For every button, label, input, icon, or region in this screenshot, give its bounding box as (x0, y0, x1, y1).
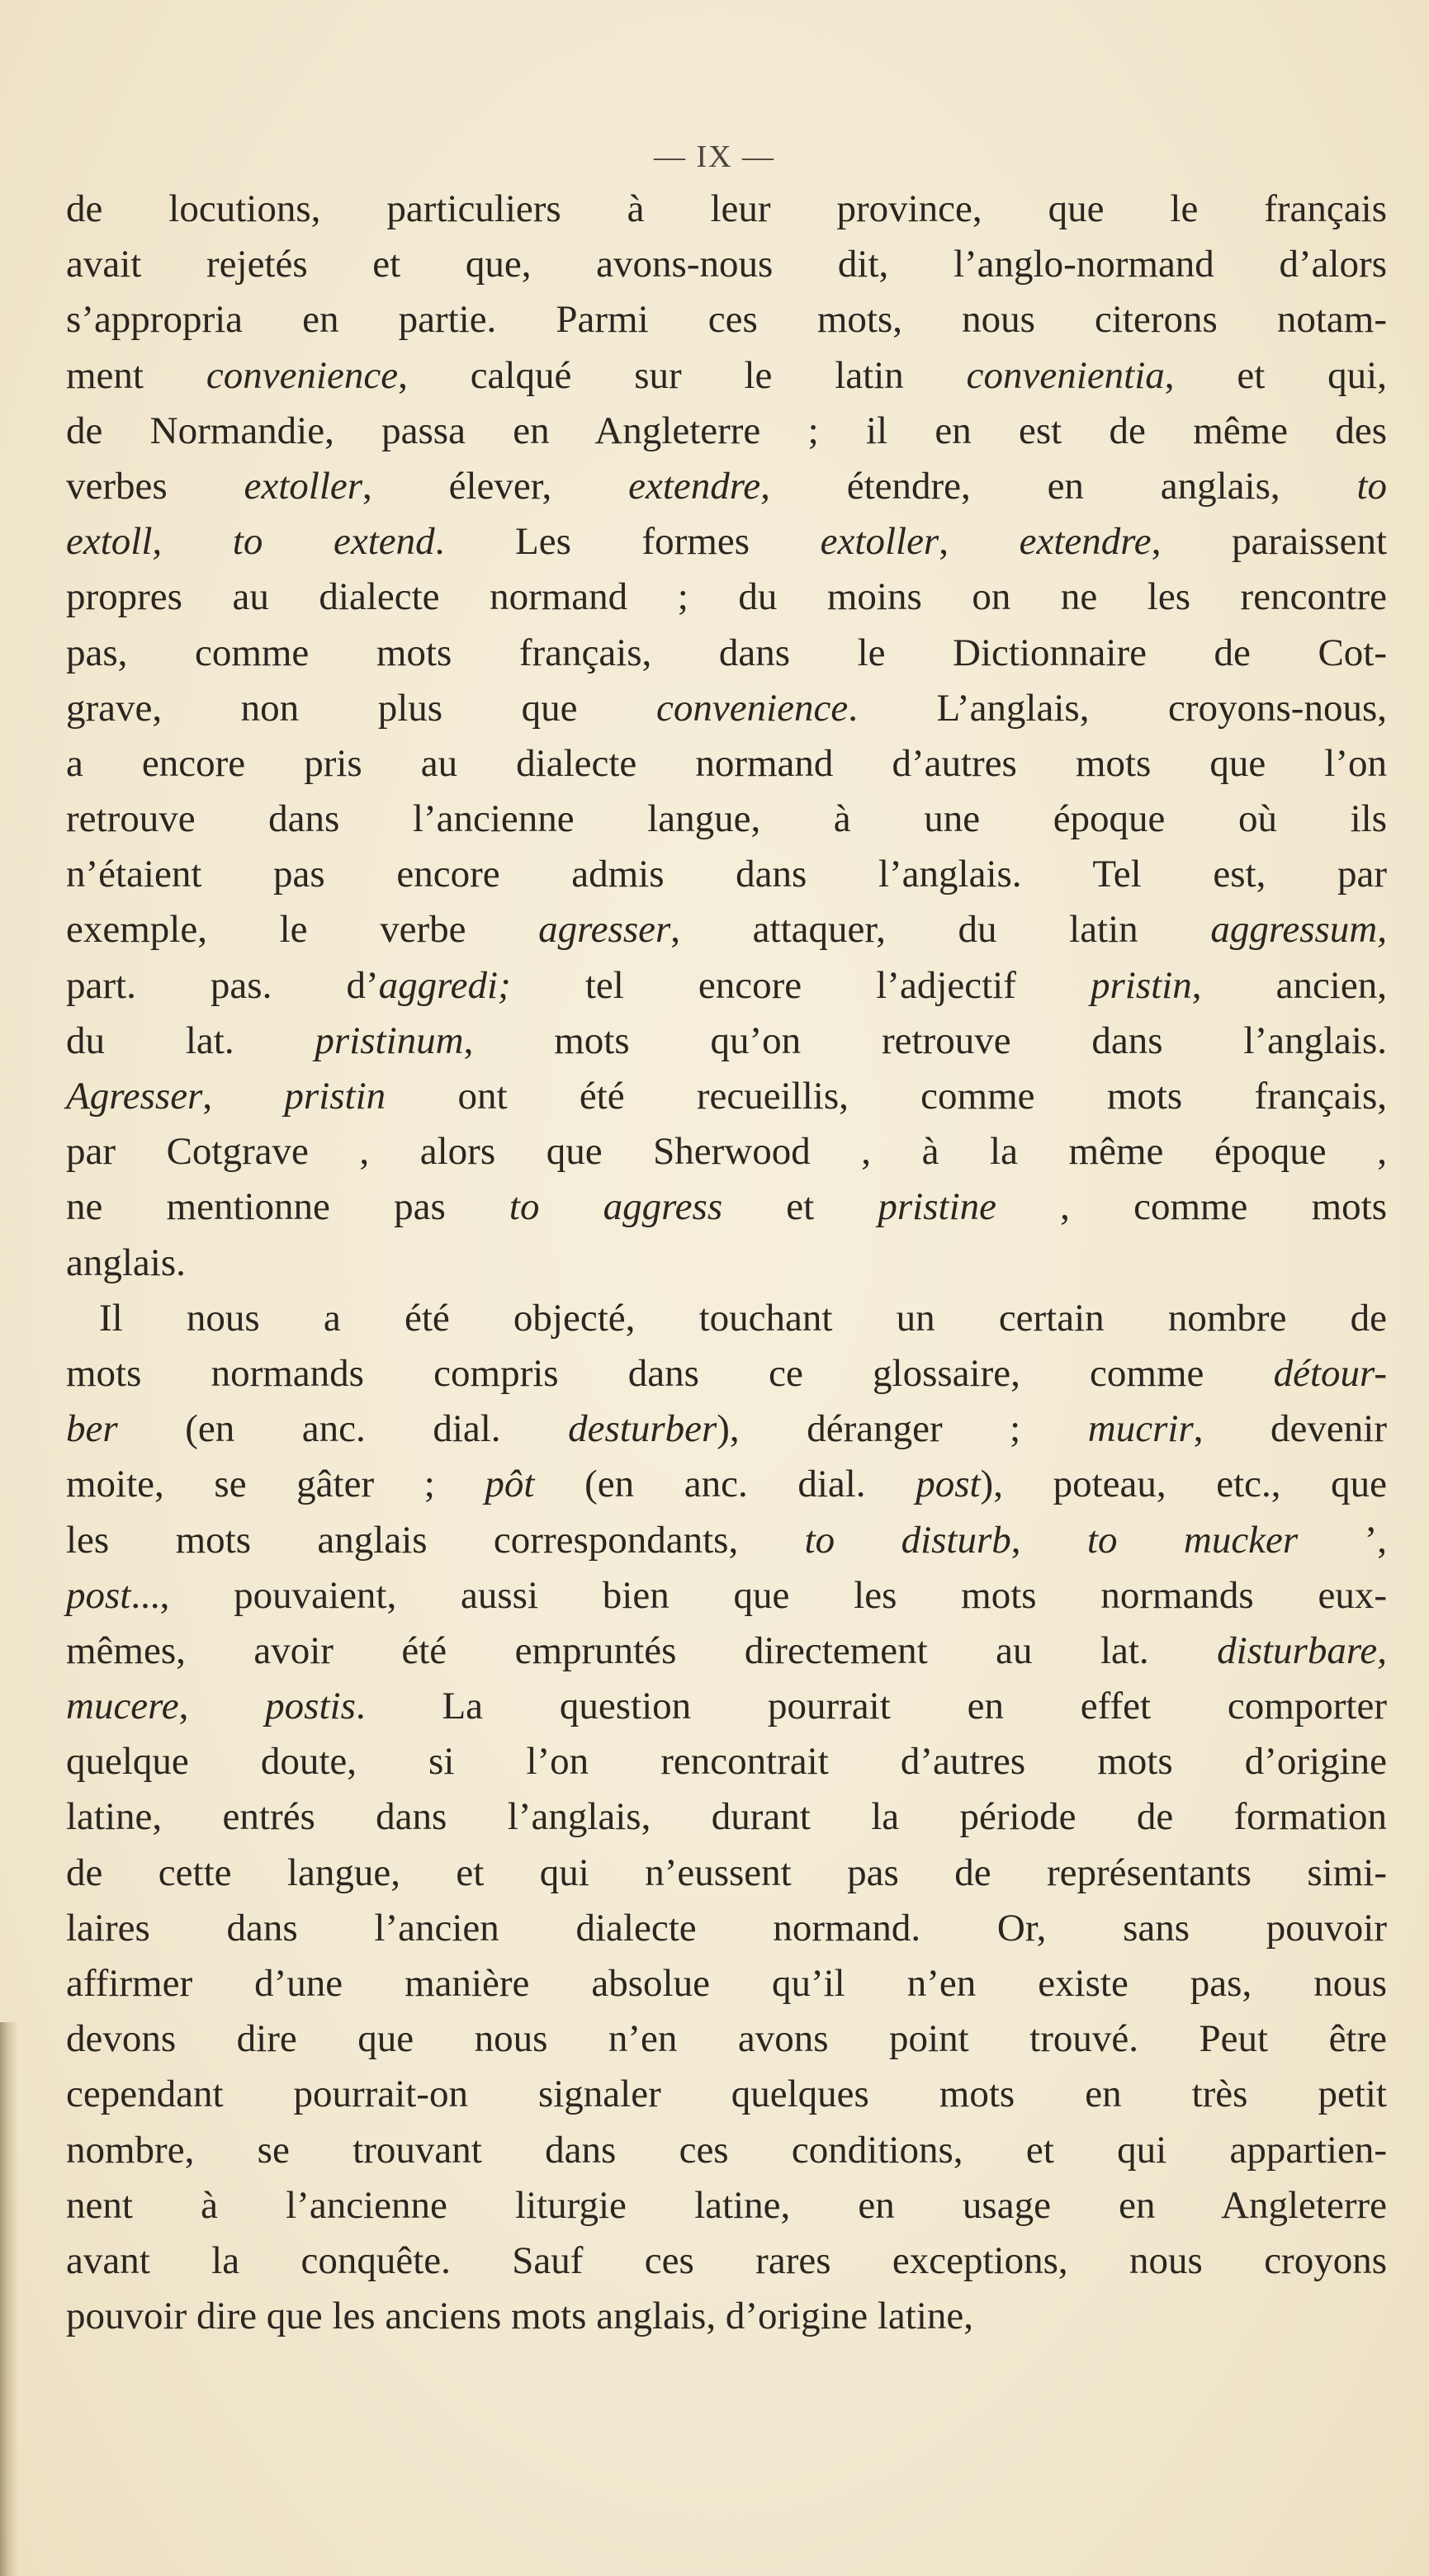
text-line (66, 1069, 1387, 1124)
italic-term: pristin (284, 1075, 386, 1118)
text-line (66, 1679, 1387, 1734)
text-segment: mêmes, avoir été empruntés directement au lat. (66, 1628, 1218, 1672)
italic-term: ber (66, 1407, 118, 1451)
page-number: — IX — (653, 139, 776, 174)
text-line (66, 736, 1387, 792)
text-segment: et (722, 1185, 878, 1229)
text-segment: grave, non plus que (66, 686, 656, 730)
text-line (66, 2289, 1387, 2344)
italic-term: desturber (568, 1407, 717, 1451)
text-line (66, 570, 1387, 625)
text-segment: devons dire que nous n’en avons point trouvé. Peut être (66, 2017, 1387, 2061)
text-line (66, 1346, 1387, 1401)
text-line (66, 1568, 1387, 1624)
italic-term: pôt (485, 1463, 535, 1506)
italic-term: pristine (878, 1185, 996, 1229)
text-line (66, 626, 1387, 681)
text-line (66, 2123, 1387, 2178)
body-text (66, 182, 1387, 2344)
text-line (66, 237, 1387, 292)
text-line (66, 1901, 1387, 1956)
italic-term: postis (265, 1685, 356, 1728)
page-edge-shadow (0, 2022, 18, 2576)
text-segment: verbes (66, 464, 244, 508)
text-segment: n’étaient pas encore admis dans l’anglais. Tel est, par (66, 853, 1387, 896)
text-segment: ), poteau, etc., que (980, 1463, 1387, 1506)
text-segment: ne mentionne pas (66, 1185, 509, 1229)
text-line (66, 1457, 1387, 1512)
italic-term: Agresser (66, 1075, 203, 1118)
text-segment: d’ (346, 963, 379, 1007)
italic-term: to mucker (1086, 1518, 1299, 1562)
text-segment: , comme mots (996, 1185, 1387, 1229)
text-segment: a encore pris au dialecte normand d’autres mots que l’on (66, 741, 1387, 785)
italic-term: post (916, 1463, 981, 1506)
italic-term: to disturb (804, 1518, 1011, 1562)
text-segment: ’, (1298, 1518, 1388, 1562)
text-segment: nent à l’ancienne liturgie latine, en usage en Angleterre (66, 2183, 1387, 2227)
text-line (66, 902, 1387, 957)
text-segment: , (178, 1685, 266, 1728)
italic-term: to (1356, 464, 1387, 508)
text-segment: ), déranger ; (717, 1407, 1088, 1451)
text-line (66, 1846, 1387, 1901)
text-segment: ont été recueillis, comme mots français, (386, 1075, 1387, 1118)
text-line (66, 514, 1387, 570)
text-segment: de Normandie, passa en Angleterre ; il en est de même des (66, 409, 1387, 452)
text-segment: , paraissent (1151, 520, 1388, 564)
text-segment: exemple, le verbe (66, 908, 539, 952)
text-segment: affirmer d’une manière absolue qu’il n’en existe pas, nous (66, 1962, 1387, 2005)
italic-term: convenience (656, 686, 849, 730)
text-segment: cependant pourrait-on signaler quelques mots en très petit (66, 2073, 1387, 2116)
italic-term: mucrir (1087, 1407, 1194, 1451)
text-segment: . La question pourrait en effet comporter (355, 1685, 1387, 1728)
italic-term: extoll, to extend (66, 520, 435, 564)
text-segment: pas, comme mots français, dans le Dictionnaire de Cot- (66, 631, 1387, 674)
text-line (66, 1789, 1387, 1845)
text-segment: , devenir (1193, 1407, 1387, 1451)
italic-term: extendre (1019, 520, 1152, 564)
text-line (66, 1014, 1387, 1069)
text-line (66, 1401, 1387, 1457)
text-segment: moite, se gâter ; (66, 1463, 485, 1506)
text-line (66, 847, 1387, 902)
text-line (66, 348, 1387, 404)
text-line (66, 1179, 1387, 1235)
text-segment: (en anc. dial. (117, 1407, 569, 1451)
text-line (66, 1734, 1387, 1789)
text-line (66, 792, 1387, 847)
text-line (66, 1956, 1387, 2011)
text-line (66, 1236, 1387, 1291)
text-segment: (en anc. dial. (534, 1463, 916, 1506)
text-segment: propres au dialecte normand ; du moins on ne les rencontre (66, 575, 1387, 619)
text-segment: les mots anglais correspondants, (66, 1518, 805, 1562)
text-segment: retrouve dans l’ancienne langue, à une époque où ils (66, 797, 1387, 841)
italic-term: mucere (66, 1685, 179, 1728)
text-line (66, 292, 1387, 347)
text-segment: tel encore l’adjectif (510, 963, 1091, 1007)
text-segment: , calqué sur le latin (398, 353, 967, 397)
text-line (66, 2067, 1387, 2122)
text-segment: part. pas. (66, 963, 347, 1007)
text-segment: , (1010, 1518, 1087, 1562)
text-segment: s’appropria en partie. Parmi ces mots, nous citerons notam- (66, 298, 1387, 342)
italic-term: extendre, (628, 464, 770, 508)
text-line (66, 2233, 1387, 2289)
italic-term: pristin (1090, 963, 1192, 1007)
text-line (66, 958, 1387, 1014)
text-line (66, 182, 1387, 237)
text-segment: avait rejetés et que, avons-nous dit, l’anglo-normand d’alors (66, 243, 1387, 286)
text-segment: de cette langue, et qui n’eussent pas de représentants simi- (66, 1850, 1387, 1894)
italic-term: extoller (244, 464, 363, 508)
italic-term: disturbare, (1217, 1628, 1387, 1672)
text-line (66, 459, 1387, 514)
text-segment: , (939, 520, 1020, 564)
italic-term: détour- (1273, 1351, 1387, 1395)
text-segment: du lat. (66, 1019, 315, 1062)
text-line (66, 2011, 1387, 2067)
text-segment: laires dans l’ancien dialecte normand. Or, sans pouvoir (66, 1906, 1387, 1950)
text-line (66, 404, 1387, 459)
text-segment: . Les formes (434, 520, 821, 564)
text-line (66, 2178, 1387, 2233)
text-segment: , élever, (362, 464, 629, 508)
text-segment: , et qui, (1164, 353, 1387, 397)
text-segment: de locutions, particuliers à leur province, que le français (66, 187, 1387, 230)
text-line (66, 1124, 1387, 1179)
text-segment: mots normands compris dans ce glossaire, comme (66, 1351, 1274, 1395)
text-segment: latine, entrés dans l’anglais, durant la période de formation (66, 1795, 1387, 1839)
text-segment: , attaquer, du latin (670, 908, 1211, 952)
italic-term: to aggress (509, 1185, 723, 1229)
text-line (66, 1513, 1387, 1568)
text-segment: , ancien, (1191, 963, 1387, 1007)
text-segment: Il nous a été objecté, touchant un certain nombre de (99, 1296, 1387, 1340)
text-segment: . L’anglais, croyons-nous, (848, 686, 1387, 730)
text-segment: ..., pouvaient, aussi bien que les mots normands eux- (130, 1573, 1387, 1617)
italic-term: post (66, 1573, 131, 1617)
italic-term: pristinum (315, 1019, 464, 1062)
italic-term: aggressum, (1210, 908, 1387, 952)
text-line (66, 1624, 1387, 1679)
text-segment: ment (66, 353, 206, 397)
text-segment: par Cotgrave , alors que Sherwood , à la même époque , (66, 1130, 1387, 1174)
text-segment: étendre, en anglais, (769, 464, 1357, 508)
text-line (66, 1291, 1387, 1346)
text-segment: , mots qu’on retrouve dans l’anglais. (463, 1019, 1387, 1062)
text-line (66, 681, 1387, 736)
italic-term: aggredi; (378, 963, 511, 1007)
text-segment: avant la conquête. Sauf ces rares exceptions, nous croyons (66, 2238, 1387, 2282)
text-segment: pouvoir dire que les anciens mots anglais, d’origine latine, (66, 2295, 973, 2338)
text-segment: , (202, 1075, 285, 1118)
text-segment: anglais. (66, 1241, 186, 1284)
italic-term: convenientia (966, 353, 1165, 397)
italic-term: agresser (538, 908, 671, 952)
text-segment: quelque doute, si l’on rencontrait d’autres mots d’origine (66, 1740, 1387, 1784)
text-segment: nombre, se trouvant dans ces conditions, et qui appartien- (66, 2128, 1387, 2172)
italic-term: extoller (820, 520, 939, 564)
italic-term: convenience (206, 353, 399, 397)
